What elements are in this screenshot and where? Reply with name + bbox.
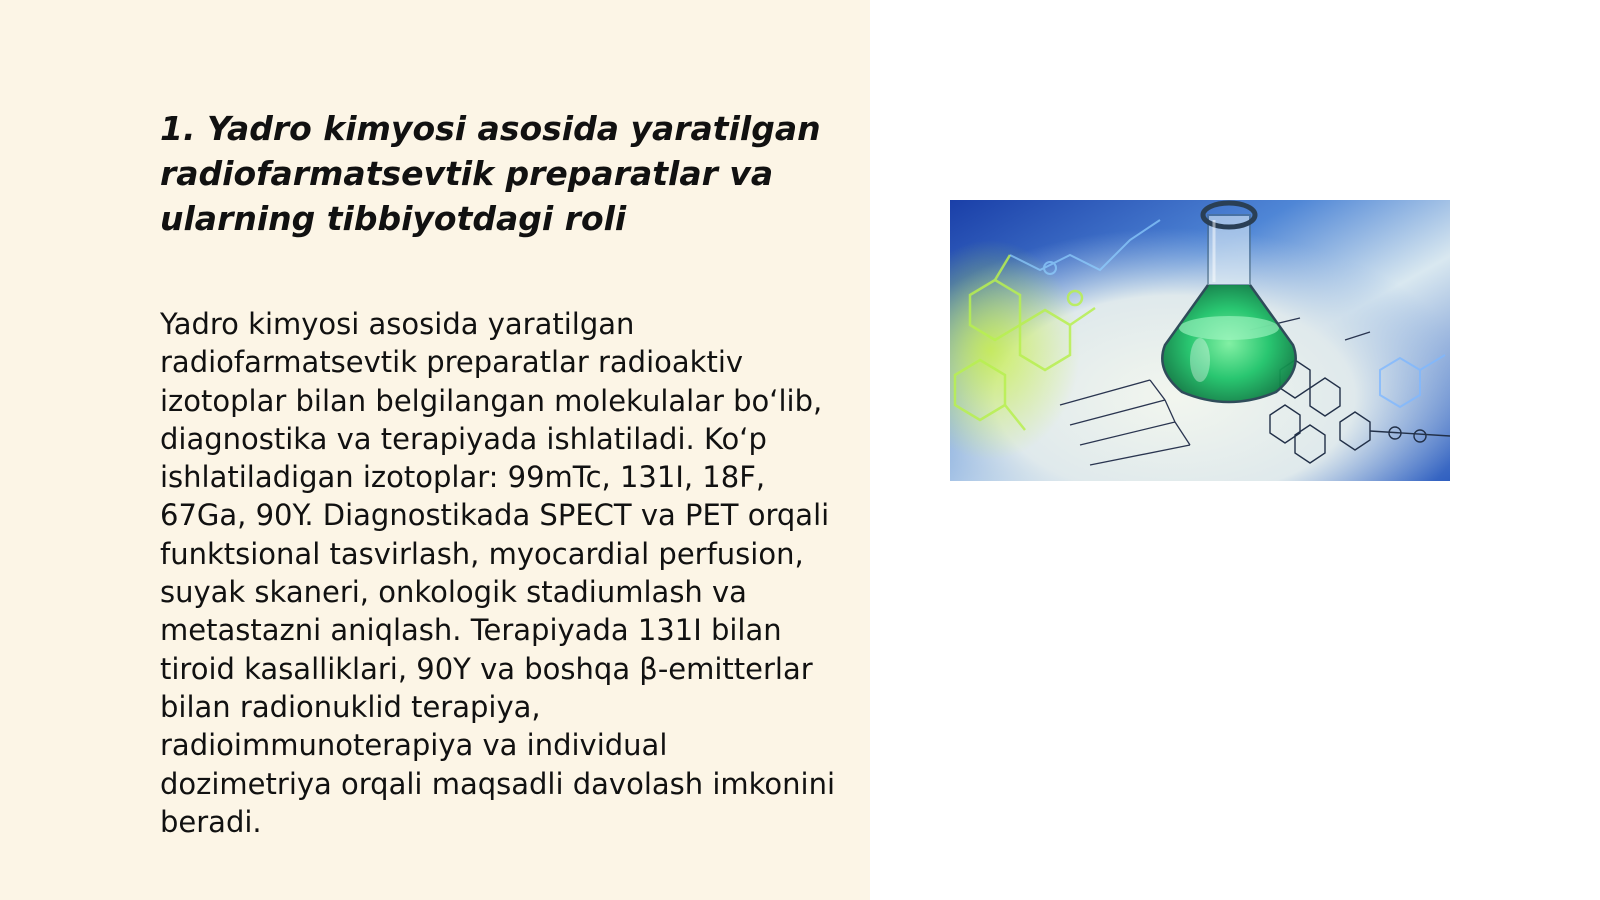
slide-body-text: Yadro kimyosi asosida yaratilgan radiofarmatsevtik preparatlar radioaktiv izotoplar bilan belgilangan molekulalar bo‘lib, diagnostika va terapiyada ishlatiladi. Ko‘p ishlatiladigan izotoplar: 99mTc, 131I, 18F, 67Ga, 90Y. Diagnostikada SPECT va PET orqali funktsional tasvirlash, myocardial perfusion, suyak skaneri, onkologik stadiumlash va metastazni aniqlash. Terapiyada 131I bilan tiroid kasalliklari, 90Y va boshqa β-emitterlar bilan radionuklid terapiya, radioimmunoterapiya va individual dozimetriya orqali maqsadli davolash imkonini beradi.: [160, 307, 836, 839]
slide-title: 1. Yadro kimyosi asosida yaratilgan radiofarmatsevtik preparatlar va ularning tibbiyotdagi roli: [160, 109, 821, 238]
chemistry-flask-icon: [950, 200, 1450, 481]
chemistry-flask-image: [950, 200, 1450, 481]
